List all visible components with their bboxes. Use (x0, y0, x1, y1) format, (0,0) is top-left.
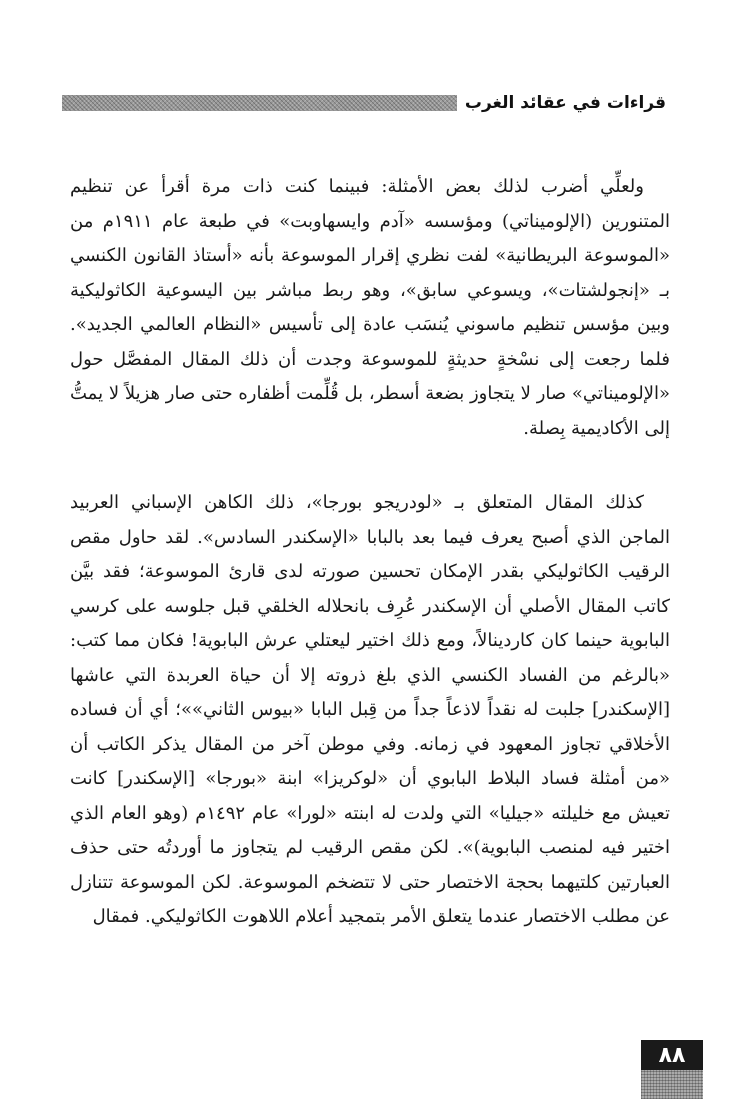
page-number-pattern (641, 1070, 703, 1099)
header-pattern-bar (62, 95, 457, 111)
book-title: قراءات في عقائد الغرب (464, 93, 666, 113)
page-number: ٨٨ (641, 1040, 703, 1070)
paragraph-2: كذلك المقال المتعلق بـ «لودريجو بورجا»، ذلك الكاهن الإسباني العربيد الماجن الذي أصبح يعرف فيما بعد بالبابا «الإسكندر السادس». لقد حاول مقص الرقيب الكاثوليكي بقدر الإمكان تحسين صورته لدى قارئ الموسوعة؛ فقد بيَّن كاتب المقال الأصلي أن الإسكندر عُرِف بانحلاله الخلقي قبل جلوسه على كرسي البابوية حينما كان كاردينالاً، ومع ذلك اختير ليعتلي عرش البابوية! فكان مما كتب: «بالرغم من الفساد الكنسي الذي بلغ ذروته إلا أن حياة العربدة التي عاشها [الإسكندر] جلبت له نقداً لاذعاً جداً من قِبل البابا «بيوس الثاني»»؛ أي أن فساده الأخلاقي تجاوز المعهود في زمانه. وفي موطن آخر من المقال يذكر الكاتب أن «من أمثلة فساد البلاط البابوي أن «لوكريزا» ابنة «بورجا» [الإسكندر] كانت تعيش مع خليلته «جيليا» التي ولدت له ابنته «لورا» عام ١٤٩٢م (وهو العام الذي اختير فيه لمنصب البابوية)». لكن مقص الرقيب لم يتجاوز ما أوردتُه حتى حذف العبارتين كلتيهما بحجة الاختصار حتى لا تتضخم الموسوعة. لكن الموسوعة تتنازل عن مطلب الاختصار عندما يتعلق الأمر بتمجيد أعلام اللاهوت الكاثوليكي. فمقال (70, 492, 670, 927)
paragraph-1: ولعلِّي أضرب لذلك بعض الأمثلة: فبينما كنت ذات مرة أقرأ عن تنظيم المتنورين (الإلوميناتي) ومؤسسه «آدم وايسهاوبت» في طبعة عام ١٩١١م من «الموسوعة البريطانية» لفت نظري إقرار الموسوعة بأنه «أستاذ القانون الكنسي بـ «إنجولشتات»، ويسوعي سابق»، وهو ربط مباشر بين اليسوعية الكاثوليكية وبين مؤسس تنظيم ماسوني يُنسَب عادة إلى تأسيس «النظام العالمي الجديد». فلما رجعت إلى نسْخةٍ حديثةٍ للموسوعة وجدت أن ذلك المقال المفصَّل حول «الإلوميناتي» صار لا يتجاوز بضعة أسطر، بل قُلِّمت أظفاره حتى صار هزيلاً لا يمتُّ إلى الأكاديمية بِصلة. (70, 176, 670, 439)
running-header (62, 90, 666, 116)
